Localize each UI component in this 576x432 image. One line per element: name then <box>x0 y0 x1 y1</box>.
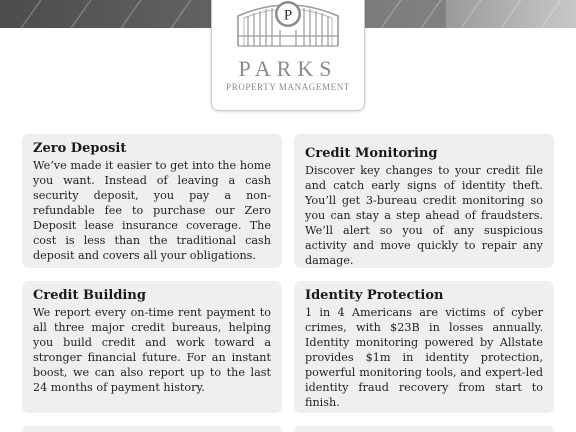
feature-description: We report every on-time rent payment to all three major credit bureaus, helping you build credit and work toward a stronger financial future. For an instant boost, we can also report up to the last 24 months of payment history. <box>33 306 271 394</box>
feature-description: Discover key changes to your credit file and catch early signs of identity theft. You’ll get 3-bureau credit monitoring so you can stay a step ahead of fraudsters. We’ll alert so you of any suspicious activity and move quickly to repair any damage. <box>305 164 543 267</box>
gate-logo-icon <box>234 0 342 50</box>
logo-initial: P <box>283 7 293 24</box>
floor-plank-line <box>380 0 402 28</box>
feature-card-partial <box>22 426 282 432</box>
feature-card-identity-protection <box>294 281 554 413</box>
feature-title: Zero Deposit <box>33 141 127 156</box>
feature-card-credit-building <box>22 281 282 413</box>
brand-name: PARKS <box>238 56 338 81</box>
feature-card-credit-monitoring <box>294 134 554 268</box>
feature-title: Identity Protection <box>305 288 444 303</box>
feature-title: Credit Building <box>33 288 146 303</box>
feature-description: We’ve made it easier to get into the home you want. Instead of leaving a cash security deposit, you pay a non-refundable fee to purchase our Zero Deposit lease insurance coverage. The cost is less than the traditional cash deposit and covers all your obligations. <box>33 159 271 262</box>
feature-title: Credit Monitoring <box>305 146 438 161</box>
feature-card-zero-deposit <box>22 134 282 268</box>
floor-plank-line <box>420 0 442 28</box>
brand-logo <box>211 0 365 111</box>
header-shadow <box>0 0 230 28</box>
brand-subtitle: PROPERTY MANAGEMENT <box>226 82 350 92</box>
feature-card-partial <box>294 426 554 432</box>
feature-description: 1 in 4 Americans are victims of cyber crimes, with $23B in losses annually. Identity monitoring powered by Allstate provides $1m in identity protection, powerful monitoring tools, and expert-led identity fraud recovery from start to finish. <box>305 306 543 409</box>
